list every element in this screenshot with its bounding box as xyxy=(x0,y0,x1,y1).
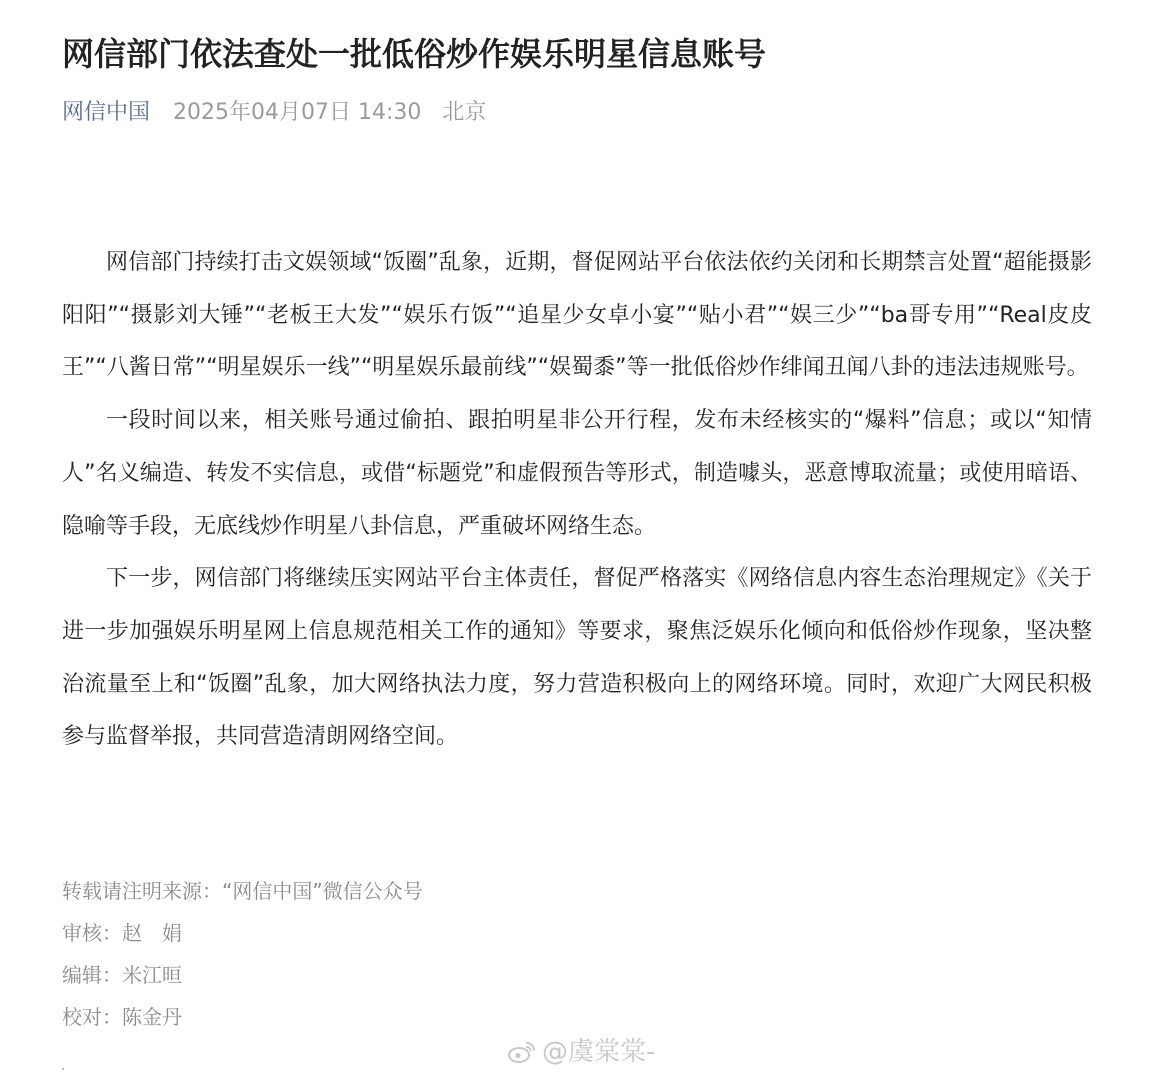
editor-credit: 编辑：米江晅 xyxy=(62,963,182,987)
article-body xyxy=(62,237,1092,764)
paragraph: 网信部门持续打击文娱领域“饭圈”乱象，近期，督促网站平台依法依约关闭和长期禁言处置“超能摄影阳阳”“摄影刘大锤”“老板王大发”“娱乐冇饭”“追星少女卓小宴”“贴小君”“娱三少”“ba哥专用”“Real皮皮王”“八酱日常”“明星娱乐一线”“明星娱乐最前线”“娱蜀黍”等一批低俗炒作绯闻丑闻八卦的违法违规账号。 xyxy=(62,250,1092,381)
paragraph: 下一步，网信部门将继续压实网站平台主体责任，督促严格落实《网络信息内容生态治理规定》《关于进一步加强娱乐明星网上信息规范相关工作的通知》等要求，聚焦泛娱乐化倾向和低俗炒作现象，坚决整治流量至上和“饭圈”乱象，加大网络执法力度，努力营造积极向上的网络环境。同时，欢迎广大网民积极参与监督举报，共同营造清朗网络空间。 xyxy=(62,566,1092,750)
publish-location: 北京 xyxy=(442,100,487,125)
publish-date: 2025年04月07日 14:30 xyxy=(173,100,422,125)
article-footer xyxy=(62,870,423,1038)
reviewer-credit: 审核：赵 娟 xyxy=(62,921,182,945)
weibo-icon xyxy=(508,1040,536,1064)
corner-dot xyxy=(62,1068,64,1070)
article-meta xyxy=(62,98,486,128)
proofreader-credit: 校对：陈金丹 xyxy=(62,1005,182,1029)
reprint-notice: 转载请注明来源：“网信中国”微信公众号 xyxy=(62,879,423,903)
watermark-text: @虞棠棠- xyxy=(542,1037,656,1067)
article-title: 网信部门依法查处一批低俗炒作娱乐明星信息账号 xyxy=(62,35,767,73)
source-account-link[interactable]: 网信中国 xyxy=(62,100,151,125)
paragraph: 一段时间以来，相关账号通过偷拍、跟拍明星非公开行程，发布未经核实的“爆料”信息；或以“知情人”名义编造、转发不实信息，或借“标题党”和虚假预告等形式，制造噱头，恶意博取流量；或使用暗语、隐喻等手段，无底线炒作明星八卦信息，严重破坏网络生态。 xyxy=(62,408,1092,539)
weibo-watermark xyxy=(508,1034,655,1070)
